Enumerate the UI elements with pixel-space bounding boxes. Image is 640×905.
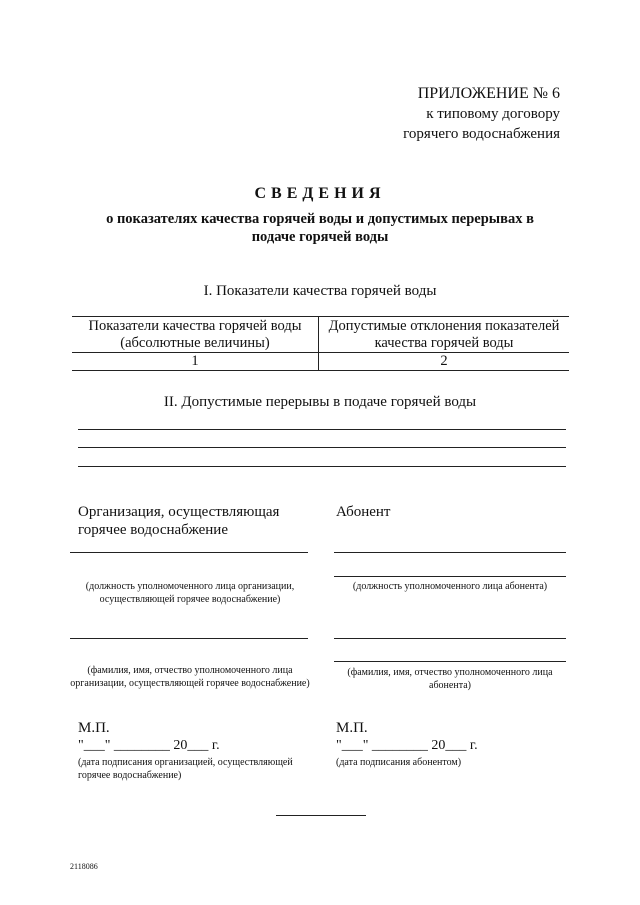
- table-bottom-border: [72, 370, 569, 371]
- table-col1-number: 1: [191, 353, 199, 369]
- document-subtitle: о показателях качества горячей воды и допустимых перерывах в подаче горячей воды: [106, 211, 534, 245]
- organization-position-line[interactable]: [70, 552, 308, 553]
- section-2-title: II. Допустимые перерывы в подаче горячей воды: [163, 394, 477, 410]
- table-col2-number: 2: [440, 353, 448, 369]
- subscriber-signature-line-2[interactable]: [334, 638, 566, 639]
- document-id: 2118086: [70, 862, 98, 871]
- organization-name-line[interactable]: [70, 638, 308, 639]
- subscriber-stamp-label: М.П.: [336, 720, 368, 736]
- interruption-blank-line[interactable]: [78, 466, 566, 467]
- document-title: СВЕДЕНИЯ: [254, 185, 386, 202]
- organization-date-caption: (дата подписания организацией, осуществляющей горячее водоснабжение): [78, 757, 293, 781]
- subscriber-name-line[interactable]: [334, 661, 566, 662]
- subscriber-signature-line[interactable]: [334, 552, 566, 553]
- organization-name-caption: (фамилия, имя, отчество уполномоченного лица организации, осуществляющей горячее водоснабжение): [70, 665, 310, 689]
- subscriber-position-caption: (должность уполномоченного лица абонента): [352, 581, 548, 592]
- table-header-col1: Показатели качества горячей воды (абсолютные величины): [88, 318, 302, 351]
- interruption-blank-line[interactable]: [78, 447, 566, 448]
- subscriber-name-caption: (фамилия, имя, отчество уполномоченного лица абонента): [347, 667, 553, 691]
- table-top-border: [72, 316, 569, 317]
- appendix-header: [380, 84, 560, 144]
- section-1-title: I. Показатели качества горячей воды: [203, 283, 437, 299]
- quality-table: [72, 316, 569, 371]
- organization-position-caption: (должность уполномоченного лица организации, осуществляющей горячее водоснабжение): [85, 581, 295, 605]
- appendix-title: ПРИЛОЖЕНИЕ № 6: [417, 85, 560, 102]
- interruption-blank-line[interactable]: [78, 429, 566, 430]
- organization-signing-date[interactable]: "___" ________ 20___ г.: [78, 738, 220, 753]
- organization-stamp-label: М.П.: [78, 720, 110, 736]
- closing-separator: [276, 815, 366, 816]
- subscriber-title: Абонент: [336, 504, 391, 520]
- appendix-line-1: к типовому договору: [426, 106, 560, 122]
- subscriber-date-caption: (дата подписания абонентом): [336, 757, 462, 768]
- appendix-line-2: горячего водоснабжения: [403, 126, 560, 142]
- table-header-col2: Допустимые отклонения показателей качества горячей воды: [328, 318, 560, 351]
- subscriber-position-line[interactable]: [334, 576, 566, 577]
- subscriber-signing-date[interactable]: "___" ________ 20___ г.: [336, 738, 478, 753]
- organization-title: Организация, осуществляющая горячее водоснабжение: [78, 504, 280, 538]
